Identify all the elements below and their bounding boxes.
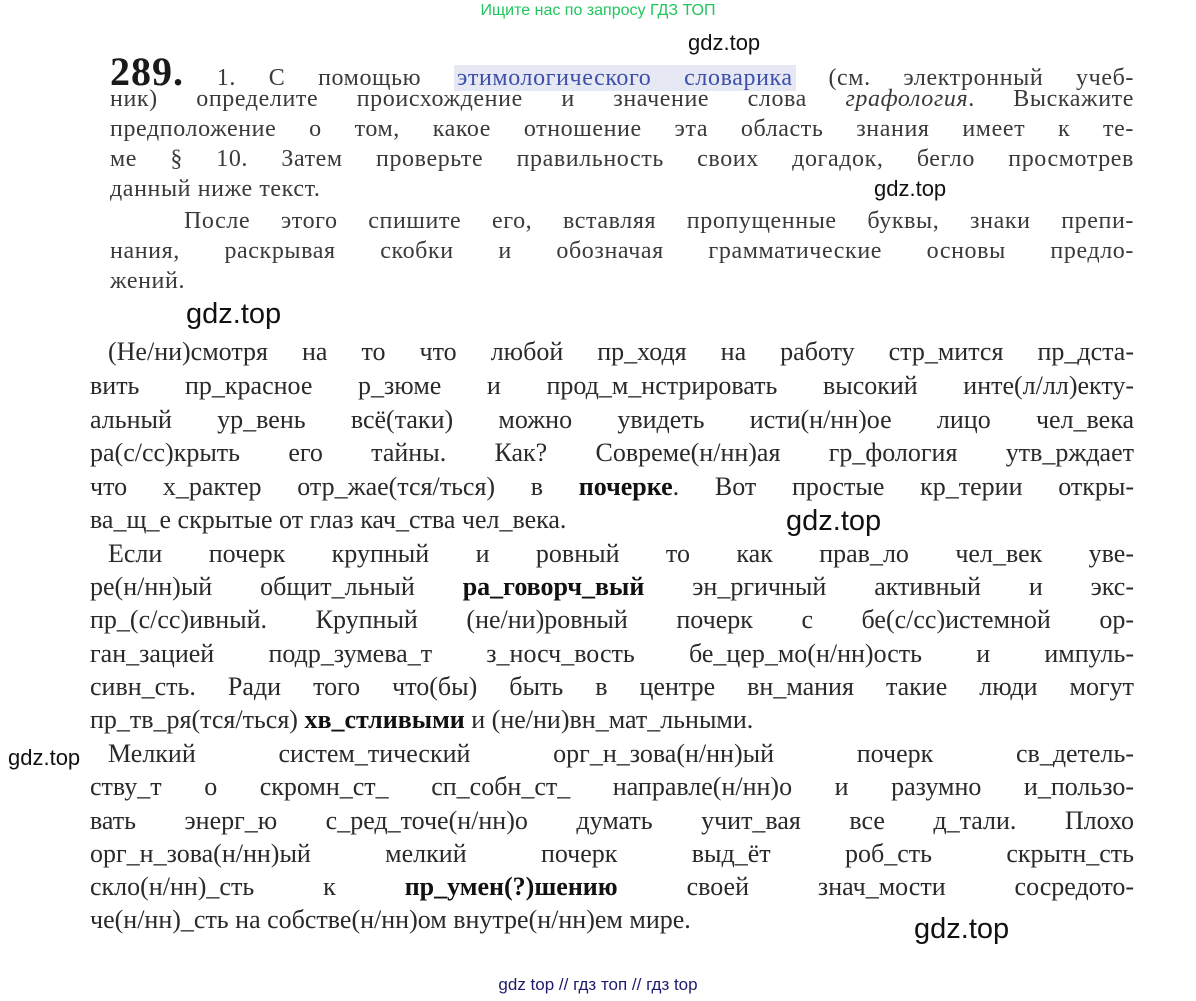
task-line: предположение о том, какое отношение эта область знания имеет к те- [110,116,1134,142]
text-line [90,705,1134,735]
text-line: альный ур_вень всё(таки) можно увидеть исти(н/нн)ое лицо чел_века [90,405,1134,434]
task-line: данный ниже текст. [110,176,321,202]
text-line: ва_щ_е скрытые от глаз кач_ства чел_века. [90,505,567,534]
text-fragment: . Вот простые кр_терии откры- [672,472,1134,501]
text-fragment: своей знач_мости сосредото- [686,872,1135,901]
text-line: Мелкий систем_тический орг_н_зова(н/нн)ый почерк св_детель- [108,739,1134,768]
bold-word: хв_стливыми [304,705,465,734]
watermark: gdz.top [786,505,882,537]
task-text: (см. электронный учеб- [828,65,1134,91]
text-fragment: и (не/ни)вн_мат_льными. [471,705,754,734]
bold-word: ра_говорч_вый [462,572,645,601]
text-line: вить пр_красное р_зюме и прод_м_нстрировать высокий инте(л/лл)екту- [90,371,1134,400]
task-line [110,86,1134,113]
text-line [90,872,1134,902]
text-line [90,572,1134,602]
bold-word: почерке [578,472,673,501]
text-line: сивн_сть. Ради того что(бы) быть в центре вн_мания такие люди могут [90,672,1134,701]
text-line: орг_н_зова(н/нн)ый мелкий почерк выд_ёт роб_сть скрытн_сть [90,839,1134,868]
bold-word: пр_умен(?)шению [404,872,618,901]
task-intro-text: 1. С помощью [216,65,422,91]
watermark: gdz.top [688,30,761,55]
text-fragment: пр_тв_ря(тся/ться) [90,705,298,734]
watermark: gdz.top [874,176,947,201]
text-fragment: ре(н/нн)ый общит_льный [90,572,415,601]
task-text: . Выскажите [968,86,1134,112]
text-line: ган_зацией подр_зумева_т з_носч_вость бе_цер_мо(н/нн)ость и импуль- [90,639,1134,668]
watermark: gdz.top [914,913,1010,945]
task-line: нания, раскрывая скобки и обозначая грамматические основы предло- [110,238,1134,264]
text-line: (Не/ни)смотря на то что любой пр_ходя на работу стр_мится пр_дста- [108,337,1134,366]
text-line [90,472,1134,502]
text-line: Если почерк крупный и ровный то как прав_ло чел_век уве- [108,539,1134,568]
search-banner[interactable]: Ищите нас по запросу ГДЗ ТОП [480,2,716,19]
exercise-number: 289. [110,49,184,94]
task-text: ник) определите происхождение и значение слова [110,86,807,112]
text-line: че(н/нн)_сть на собстве(н/нн)ом внутре(н/нн)ем мире. [90,905,691,934]
footer-links[interactable]: gdz top // гдз топ // гдз top [498,975,698,994]
text-line: ра(с/сс)крыть его тайны. Как? Совреме(н/нн)ая гр_фология утв_рждает [90,438,1134,467]
task-line: жений. [110,268,186,294]
text-fragment: эн_ргичный активный и экс- [692,572,1134,601]
text-line: пр_(с/сс)ивный. Крупный (не/ни)ровный почерк с бе(с/сс)истемной ор- [90,605,1134,634]
term-italic: графология [845,86,969,112]
task-line: После этого спишите его, вставляя пропущенные буквы, знаки препи- [184,208,1134,234]
task-line: ме § 10. Затем проверьте правильность своих догадок, бегло просмотрев [110,146,1134,172]
watermark: gdz.top [186,298,282,330]
watermark: gdz.top [8,745,81,770]
text-line: вать энерг_ю с_ред_точе(н/нн)о думать учит_вая все д_тали. Плохо [90,806,1134,835]
text-line: ству_т о скромн_ст_ сп_собн_ст_ направле(н/нн)о и разумно и_пользо- [90,772,1134,801]
text-fragment: скло(н/нн)_сть к [90,872,336,901]
dictionary-link[interactable]: этимологического словарика [454,65,796,91]
text-fragment: что х_рактер отр_жае(тся/ться) в [90,472,544,501]
